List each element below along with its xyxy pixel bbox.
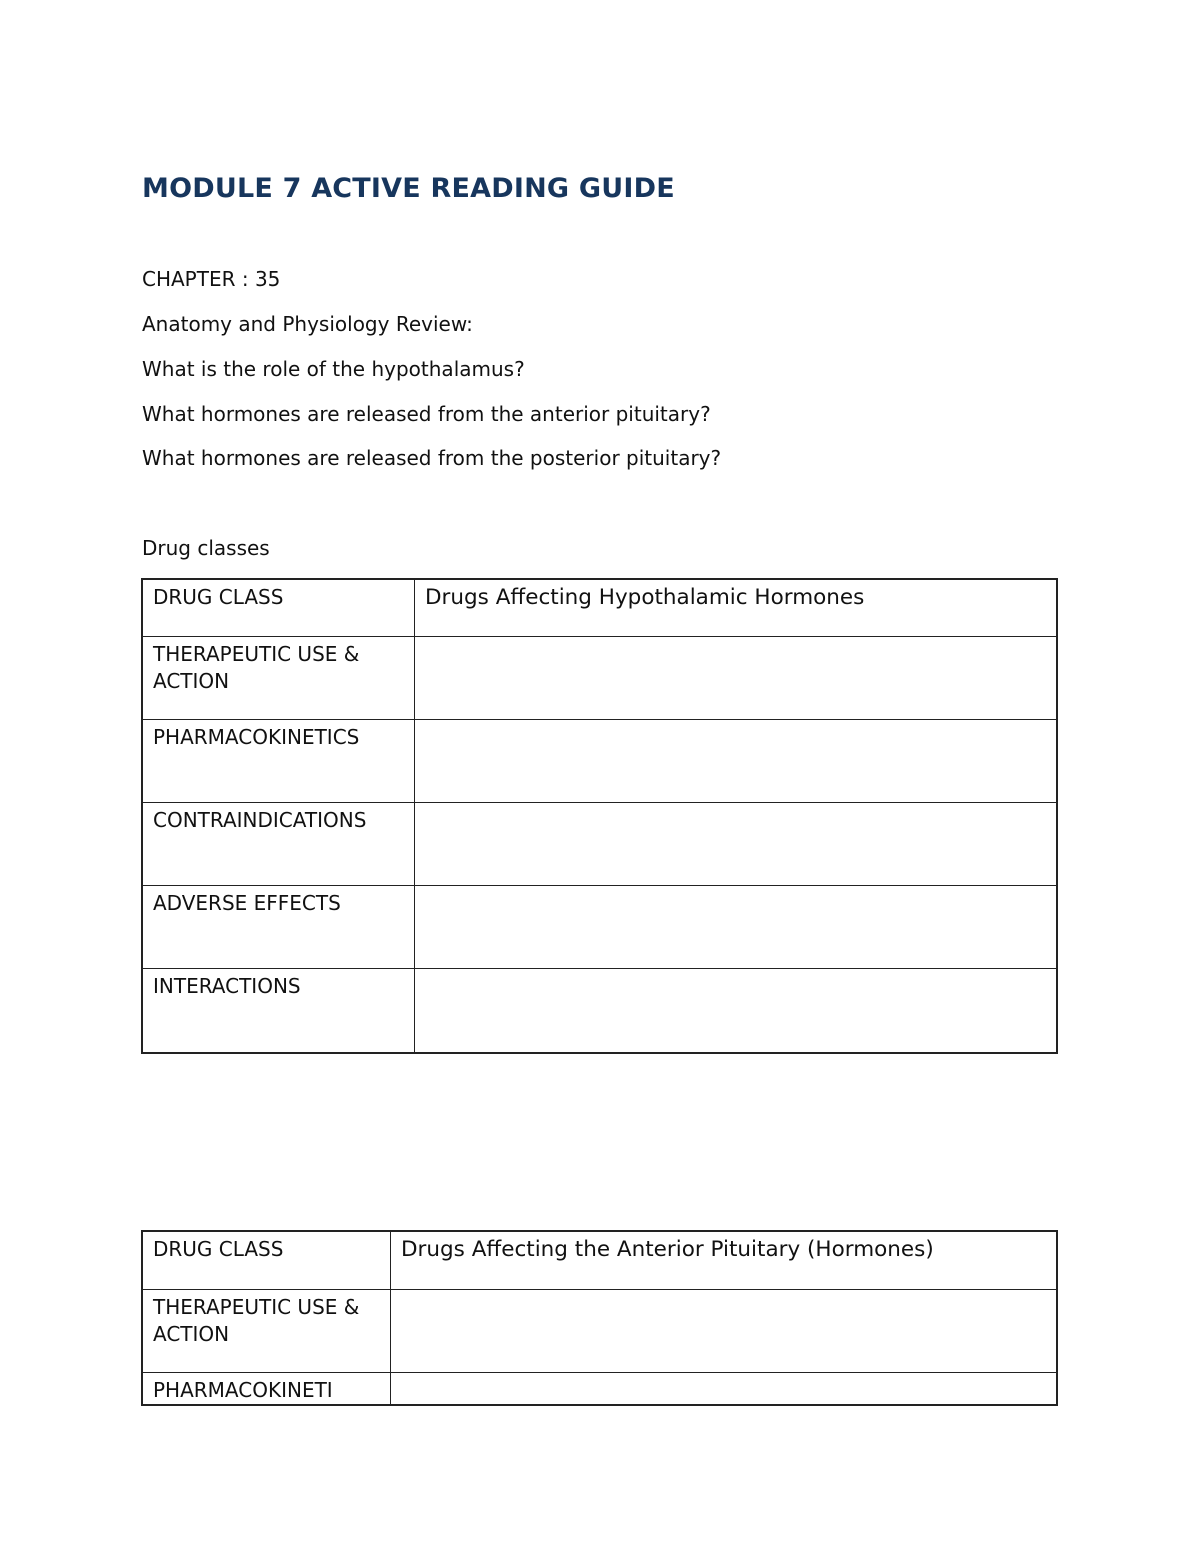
pharmacokinetics-cell[interactable] <box>391 1373 1057 1405</box>
contraindications-cell[interactable] <box>415 803 1057 886</box>
row-label: CONTRAINDICATIONS <box>143 803 415 886</box>
table-row <box>143 1373 1057 1405</box>
row-label: THERAPEUTIC USE & ACTION <box>143 1290 391 1373</box>
therapeutic-use-cell[interactable] <box>415 637 1057 720</box>
review-heading: Anatomy and Physiology Review: <box>142 312 473 336</box>
document-title: MODULE 7 ACTIVE READING GUIDE <box>142 173 675 204</box>
row-label: PHARMACOKINETICS <box>143 720 415 803</box>
drug-table-anterior-pituitary <box>142 1231 1057 1405</box>
row-label: INTERACTIONS <box>143 969 415 1053</box>
table-row <box>143 886 1057 969</box>
table-row <box>143 637 1057 720</box>
question-hypothalamus: What is the role of the hypothalamus? <box>142 357 525 381</box>
pharmacokinetics-cell[interactable] <box>415 720 1057 803</box>
question-posterior-pituitary: What hormones are released from the posterior pituitary? <box>142 446 722 470</box>
question-anterior-pituitary: What hormones are released from the anterior pituitary? <box>142 402 711 426</box>
interactions-cell[interactable] <box>415 969 1057 1053</box>
table-row <box>143 1232 1057 1290</box>
table-row <box>143 803 1057 886</box>
row-label: DRUG CLASS <box>143 1232 391 1290</box>
row-label: PHARMACOKINETI <box>143 1373 391 1405</box>
therapeutic-use-cell[interactable] <box>391 1290 1057 1373</box>
adverse-effects-cell[interactable] <box>415 886 1057 969</box>
drug-class-value[interactable]: Drugs Affecting Hypothalamic Hormones <box>415 580 1057 637</box>
table-row <box>143 580 1057 637</box>
drug-table-hypothalamic <box>142 579 1057 1053</box>
row-label: THERAPEUTIC USE & ACTION <box>143 637 415 720</box>
table-row <box>143 969 1057 1053</box>
drug-classes-label: Drug classes <box>142 536 270 560</box>
table-row <box>143 1290 1057 1373</box>
drug-class-value[interactable]: Drugs Affecting the Anterior Pituitary (Hormones) <box>391 1232 1057 1290</box>
row-label: ADVERSE EFFECTS <box>143 886 415 969</box>
row-label: DRUG CLASS <box>143 580 415 637</box>
chapter-label: CHAPTER : 35 <box>142 267 281 291</box>
table-row <box>143 720 1057 803</box>
